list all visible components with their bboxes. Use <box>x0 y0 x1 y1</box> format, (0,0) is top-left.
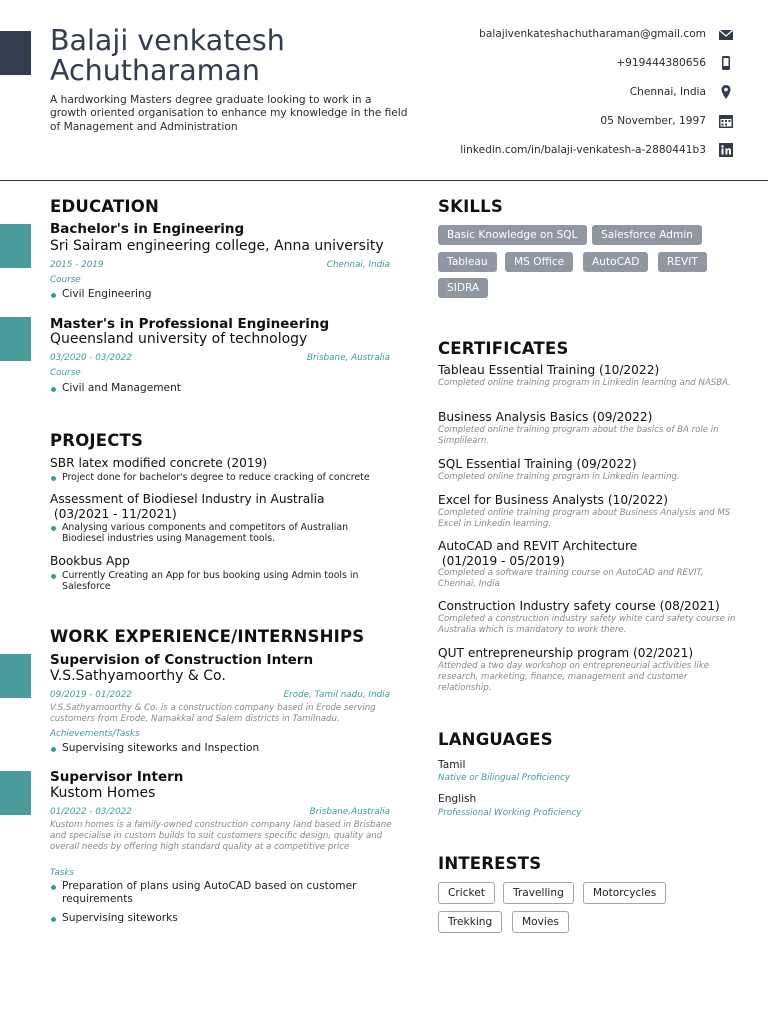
envelope-icon <box>718 27 734 43</box>
work-dates: 09/2019 - 01/2022 <box>50 690 132 700</box>
education-location: Chennai, India <box>326 260 390 270</box>
certificate-desc: Completed online training program in Linkedin learning and NASBA. <box>438 378 731 388</box>
education-heading: EDUCATION <box>50 197 159 216</box>
education-item-marker <box>0 317 31 361</box>
location-pin-icon <box>718 84 734 100</box>
languages-heading: LANGUAGES <box>438 730 553 749</box>
work-description: Kustom homes is a family-owned construction company land based in Brisbane and specialise in custom builds to suit customers specific design, quality and overall needs by offering high standard quality at a competitive price <box>50 820 392 852</box>
education-course: Civil and Management <box>50 382 181 395</box>
project-title: SBR latex modified concrete (2019) <box>50 456 268 470</box>
project-dates: (03/2021 - 11/2021) <box>50 507 177 521</box>
interest-tag: Motorcycles <box>583 882 666 904</box>
certificate-desc: Completed a software training course on AutoCAD and REVIT, Chennai, India <box>438 568 704 589</box>
skill-tag: REVIT <box>658 252 707 272</box>
education-location: Brisbane, Australia <box>306 353 390 363</box>
work-company: V.S.Sathyamoorthy & Co. <box>50 668 226 684</box>
phone-icon <box>718 55 734 71</box>
certificate-desc: Completed online training program about Business Analysis and MS Excel in Linkedin learning. <box>438 508 731 529</box>
work-heading: WORK EXPERIENCE/INTERNSHIPS <box>50 627 365 646</box>
interest-tag: Trekking <box>438 911 502 933</box>
education-school: Queensland university of technology <box>50 331 308 347</box>
certificates-heading: CERTIFICATES <box>438 339 569 358</box>
certificate-title: Tableau Essential Training (10/2022) <box>438 363 660 377</box>
certificate-desc: Attended a two day workshop on entrepreneurial activities like research, marketing, finance, management and customer relationship. <box>438 661 710 693</box>
work-description: V.S.Sathyamoorthy & Co. is a construction company based in Erode serving customers from Erode, Namakkal and Salem districts in Tamilnadu. <box>50 703 376 724</box>
work-role: Supervisor Intern <box>50 769 184 785</box>
certificate-title: Business Analysis Basics (09/2022) <box>438 410 653 424</box>
contact-dob: 05 November, 1997 <box>600 115 706 127</box>
work-tasks-label: Tasks <box>50 868 75 878</box>
certificate-title: Construction Industry safety course (08/2021) <box>438 599 720 613</box>
interest-tag: Movies <box>512 911 569 933</box>
project-title <box>50 492 324 522</box>
certificate-title: Excel for Business Analysts (10/2022) <box>438 493 669 507</box>
project-bullet: Analysing various components and competitors of Australian Biodiesel industries using Management tools. <box>50 522 370 544</box>
header-accent-block <box>0 31 31 75</box>
education-dates: 2015 - 2019 <box>50 260 104 270</box>
language-level: Professional Working Proficiency <box>438 808 582 818</box>
skill-tag: MS Office <box>505 252 573 272</box>
certificate-desc: Completed online training program in Linkedin learning. <box>438 472 680 482</box>
calendar-icon <box>718 113 734 129</box>
name-first-line: Balaji venkatesh <box>50 24 285 57</box>
projects-heading: PROJECTS <box>50 431 144 450</box>
work-role: Supervision of Construction Intern <box>50 652 314 668</box>
work-dates: 01/2022 - 03/2022 <box>50 807 132 817</box>
contact-phone[interactable]: +919444380656 <box>616 57 706 69</box>
candidate-name <box>50 26 285 86</box>
skill-tag: Tableau <box>438 252 497 272</box>
work-location: Erode, Tamil nadu, India <box>283 690 390 700</box>
skill-tag: AutoCAD <box>583 252 648 272</box>
project-bullet: Currently Creating an App for bus booking using Admin tools in Salesforce <box>50 570 380 592</box>
education-course-label: Course <box>50 275 81 285</box>
certificate-title: QUT entrepreneurship program (02/2021) <box>438 646 694 660</box>
project-bullet: Project done for bachelor's degree to reduce cracking of concrete <box>50 472 390 483</box>
education-item-marker <box>0 224 31 268</box>
interest-tag: Travelling <box>503 882 574 904</box>
work-company: Kustom Homes <box>50 785 156 801</box>
work-item-marker <box>0 654 31 698</box>
language-level: Native or Bilingual Proficiency <box>438 773 571 783</box>
language-name: Tamil <box>438 759 466 771</box>
education-dates: 03/2020 - 03/2022 <box>50 353 132 363</box>
certificate-dates: (01/2019 - 05/2019) <box>438 553 565 568</box>
project-title-line: Assessment of Biodiesel Industry in Australia <box>50 492 325 506</box>
certificate-desc: Completed a construction industry safety white card safety course in Australia which is mandatory to work there. <box>438 614 736 635</box>
skill-tag: SIDRA <box>438 278 488 298</box>
linkedin-icon <box>718 142 734 158</box>
education-course-label: Course <box>50 368 81 378</box>
certificate-title-line: AutoCAD and REVIT Architecture <box>438 539 638 553</box>
contact-linkedin[interactable]: linkedin.com/in/balaji-venkatesh-a-2880441b3 <box>460 144 706 156</box>
education-school: Sri Sairam engineering college, Anna university <box>50 238 384 254</box>
skills-heading: SKILLS <box>438 197 503 216</box>
interests-heading: INTERESTS <box>438 854 542 873</box>
contact-location: Chennai, India <box>629 86 706 98</box>
education-degree: Bachelor's in Engineering <box>50 221 245 237</box>
skill-tag: Salesforce Admin <box>592 225 702 245</box>
skill-tag: Basic Knowledge on SQL <box>438 225 587 245</box>
work-item-marker <box>0 771 31 815</box>
certificate-title: SQL Essential Training (09/2022) <box>438 457 637 471</box>
name-second-line: Achutharaman <box>50 54 260 87</box>
contact-email[interactable]: balajivenkateshachutharaman@gmail.com <box>479 28 706 40</box>
language-name: English <box>438 793 477 805</box>
education-course: Civil Engineering <box>50 288 151 301</box>
certificate-title <box>438 539 637 568</box>
work-bullet: Supervising siteworks <box>50 912 178 925</box>
interest-tag: Cricket <box>438 882 495 904</box>
project-title: Bookbus App <box>50 554 130 568</box>
work-location: Brisbane,Australia <box>309 807 390 817</box>
work-bullet: Preparation of plans using AutoCAD based on customer requirements <box>50 880 370 906</box>
header-divider <box>0 180 768 181</box>
summary-text: A hardworking Masters degree graduate looking to work in a growth oriented organisation to enhance my knowledge in the field of Management and Administration <box>50 94 408 133</box>
education-degree: Master's in Professional Engineering <box>50 316 330 332</box>
work-bullet: Supervising siteworks and Inspection <box>50 742 259 755</box>
certificate-desc: Completed online training program about the basics of BA role in Simplilearn. <box>438 425 719 446</box>
work-tasks-label: Achievements/Tasks <box>50 729 140 739</box>
